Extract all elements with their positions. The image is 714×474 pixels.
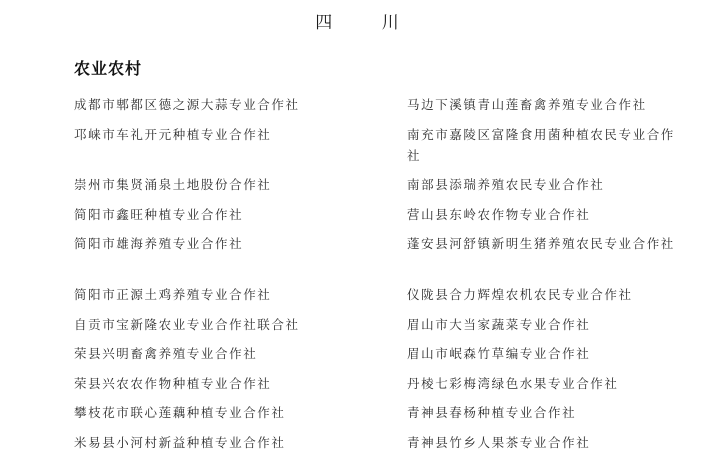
list-item: 眉山市岷森竹草编专业合作社 [407,346,591,361]
list-item: 马边下溪镇青山莲畜禽养殖专业合作社 [407,97,647,112]
list-item: 荣县兴明畜禽养殖专业合作社 [74,346,258,361]
list-item: 米易县小河村新益种植专业合作社 [74,435,286,450]
list-item: 营山县东岭农作物专业合作社 [407,207,591,222]
list-item: 简阳市正源土鸡养殖专业合作社 [74,287,272,302]
list-item: 南部县添瑞养殖农民专业合作社 [407,177,605,192]
list-item: 攀枝花市联心莲藕种植专业合作社 [74,405,286,420]
list-item: 成都市郫都区德之源大蒜专业合作社 [74,97,300,112]
list-item: 眉山市大当家蔬菜专业合作社 [407,317,591,332]
list-item: 简阳市雄海养殖专业合作社 [74,236,244,251]
list-item: 丹棱七彩梅湾绿色水果专业合作社 [407,376,619,391]
list-item: 邛崃市车礼开元种植专业合作社 [74,127,272,142]
list-item: 青神县春杨种植专业合作社 [407,405,577,420]
list-item: 自贡市宝新隆农业专业合作社联合社 [74,317,300,332]
list-item: 荣县兴农农作物种植专业合作社 [74,376,272,391]
list-item: 崇州市集贤涌泉土地股份合作社 [74,177,272,192]
list-item: 简阳市鑫旺种植专业合作社 [74,207,244,222]
list-item: 仪陇县合力辉煌农机农民专业合作社 [407,287,633,302]
page-title: 四 川 [315,13,421,33]
list-item: 南充市嘉陵区富隆食用菌种植农民专业合作社 [407,127,675,163]
list-item: 蓬安县河舒镇新明生猪养殖农民专业合作社 [407,236,675,251]
section-heading: 农业农村 [74,59,143,78]
list-item: 青神县竹乡人果茶专业合作社 [407,435,591,450]
